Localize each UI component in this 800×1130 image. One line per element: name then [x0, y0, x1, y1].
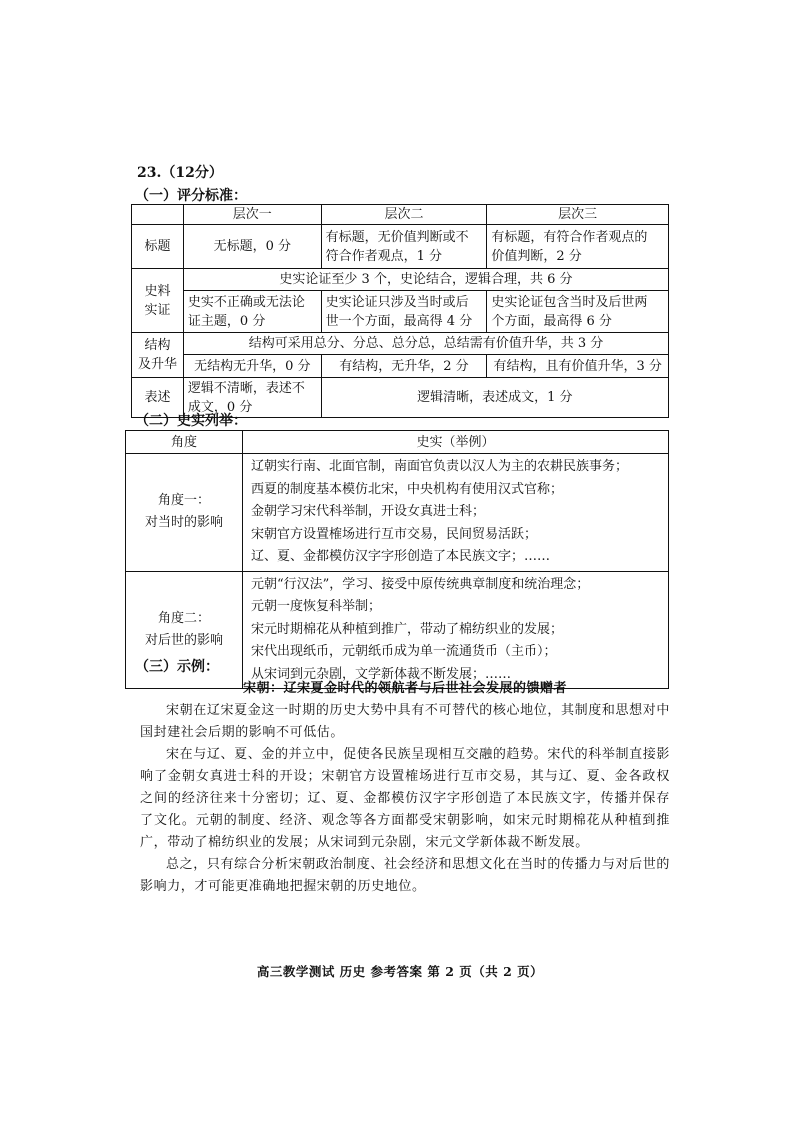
- evidence-row-summary: [132, 269, 669, 291]
- expression-level23: 逻辑清晰，表述成文，1 分: [321, 378, 668, 418]
- essay-paragraph: 宋在与辽、夏、金的并立中，促使各民族呈现相互交融的趋势。宋代的科举制直接影响了金朝女真进士科的开设；宋朝官方设置榷场进行互市交易，其与辽、夏、金各政权之间的经济往来十分密切；辽、夏、金都模仿汉字字形创造了本民族文字，传播并保存了文化。元朝的制度、经济、观念等各方面都受宋朝影响，如宋元时期棉花从种植到推广，带动了棉纺织业的发展；从宋词到元杂剧，宋元文学新体裁不断发展。: [140, 747, 670, 850]
- essay-title: 宋朝：辽宋夏金时代的领航者与后世社会发展的馈赠者: [242, 681, 567, 696]
- evidence-row-label: 史料 实证: [132, 269, 184, 333]
- scoring-criteria-table: [131, 204, 669, 418]
- section1-title: （一）评分标准：: [135, 188, 247, 204]
- title-row-label: 标题: [132, 225, 184, 269]
- question-number: 23.（12分）: [137, 165, 223, 181]
- fact-item: 宋元时期棉花从种植到推广，带动了棉纺织业的发展；: [251, 621, 564, 637]
- fact-item: 宋朝官方设置榷场进行互市交易，民间贸易活跃；: [251, 526, 538, 542]
- evidence-level1: 史实不正确或无法论 证主题，0 分: [183, 291, 321, 333]
- evidence-level3: 史实论证包含当时及后世两 个方面，最高得 6 分: [487, 291, 669, 333]
- evidence-summary: 史实论证至少 3 个，史论结合，逻辑合理，共 6 分: [183, 269, 668, 291]
- title-level3: 有标题，有符合作者观点的 价值判断，2 分: [487, 225, 669, 269]
- historical-facts-table: [125, 430, 669, 689]
- structure-level2: 有结构，无升华，2 分: [321, 355, 487, 378]
- angle2-facts: [243, 571, 669, 689]
- header-level2: 层次二: [321, 205, 487, 225]
- page-footer: 高三教学测试 历史 参考答案 第 2 页（共 2 页）: [256, 964, 544, 979]
- structure-level1: 无结构无升华，0 分: [183, 355, 321, 378]
- structure-summary: 结构可采用总分、分总、总分总，总结需有价值升华，共 3 分: [183, 333, 668, 355]
- expression-level1: 逻辑不清晰，表述不 成文，0 分: [183, 378, 321, 418]
- title-level2: 有标题，无价值判断或不 符合作者观点，1 分: [321, 225, 487, 269]
- angle2-label: 角度二： 对后世的影响: [126, 571, 243, 689]
- structure-row-label: 结构 及升华: [132, 333, 184, 378]
- expression-row-label: 表述: [132, 378, 184, 418]
- evidence-level2: 史实论证只涉及当时或后 世一个方面，最高得 4 分: [321, 291, 487, 333]
- fact-item: 西夏的制度基本模仿北宋，中央机构有使用汉式官称；: [251, 481, 564, 497]
- section2-title: （二）史实列举：: [135, 413, 247, 429]
- structure-row-levels: [132, 355, 669, 378]
- section3-title: （三）示例：: [135, 659, 219, 675]
- structure-row-summary: [132, 333, 669, 355]
- facts-header-row: [126, 431, 669, 454]
- fact-item: 元朝一度恢复科举制；: [251, 599, 382, 614]
- scoring-header-row: [132, 205, 669, 225]
- fact-item: 宋代出现纸币，元朝纸币成为单一流通货币（主币）；: [251, 644, 557, 659]
- essay-paragraph: 宋朝在辽宋夏金这一时期的历史大势中具有不可替代的核心地位，其制度和思想对中国封建社会后期的影响不可低估。: [140, 703, 670, 740]
- title-row: [132, 225, 669, 269]
- header-blank: [132, 205, 184, 225]
- angle1-row: [126, 454, 669, 572]
- header-angle: 角度: [126, 431, 243, 454]
- fact-item: 辽朝实行南、北面官制，南面官负责以汉人为主的农耕民族事务；: [251, 459, 629, 474]
- fact-item: 金朝学习宋代科举制，开设女真进士科；: [251, 504, 486, 519]
- sample-essay: [140, 678, 670, 898]
- fact-item: 元朝“行汉法”，学习、接受中原传统典章制度和统治理念；: [251, 576, 590, 592]
- evidence-row-levels: [132, 291, 669, 333]
- fact-item: 辽、夏、金都模仿汉字字形创造了本民族文字；……: [251, 549, 551, 564]
- header-facts: 史实（举例）: [243, 431, 669, 454]
- title-level1: 无标题，0 分: [183, 225, 321, 269]
- structure-level3: 有结构，且有价值升华，3 分: [487, 355, 669, 378]
- header-level3: 层次三: [487, 205, 669, 225]
- essay-paragraph: 总之，只有综合分析宋朝政治制度、社会经济和思想文化在当时的传播力与对后世的影响力，才可能更准确地把握宋朝的历史地位。: [140, 857, 670, 894]
- header-level1: 层次一: [183, 205, 321, 225]
- angle1-facts: [243, 454, 669, 572]
- angle1-label: 角度一： 对当时的影响: [126, 454, 243, 572]
- fact-item: 从宋词到元杂剧，文学新体裁不断发展；……: [251, 666, 512, 682]
